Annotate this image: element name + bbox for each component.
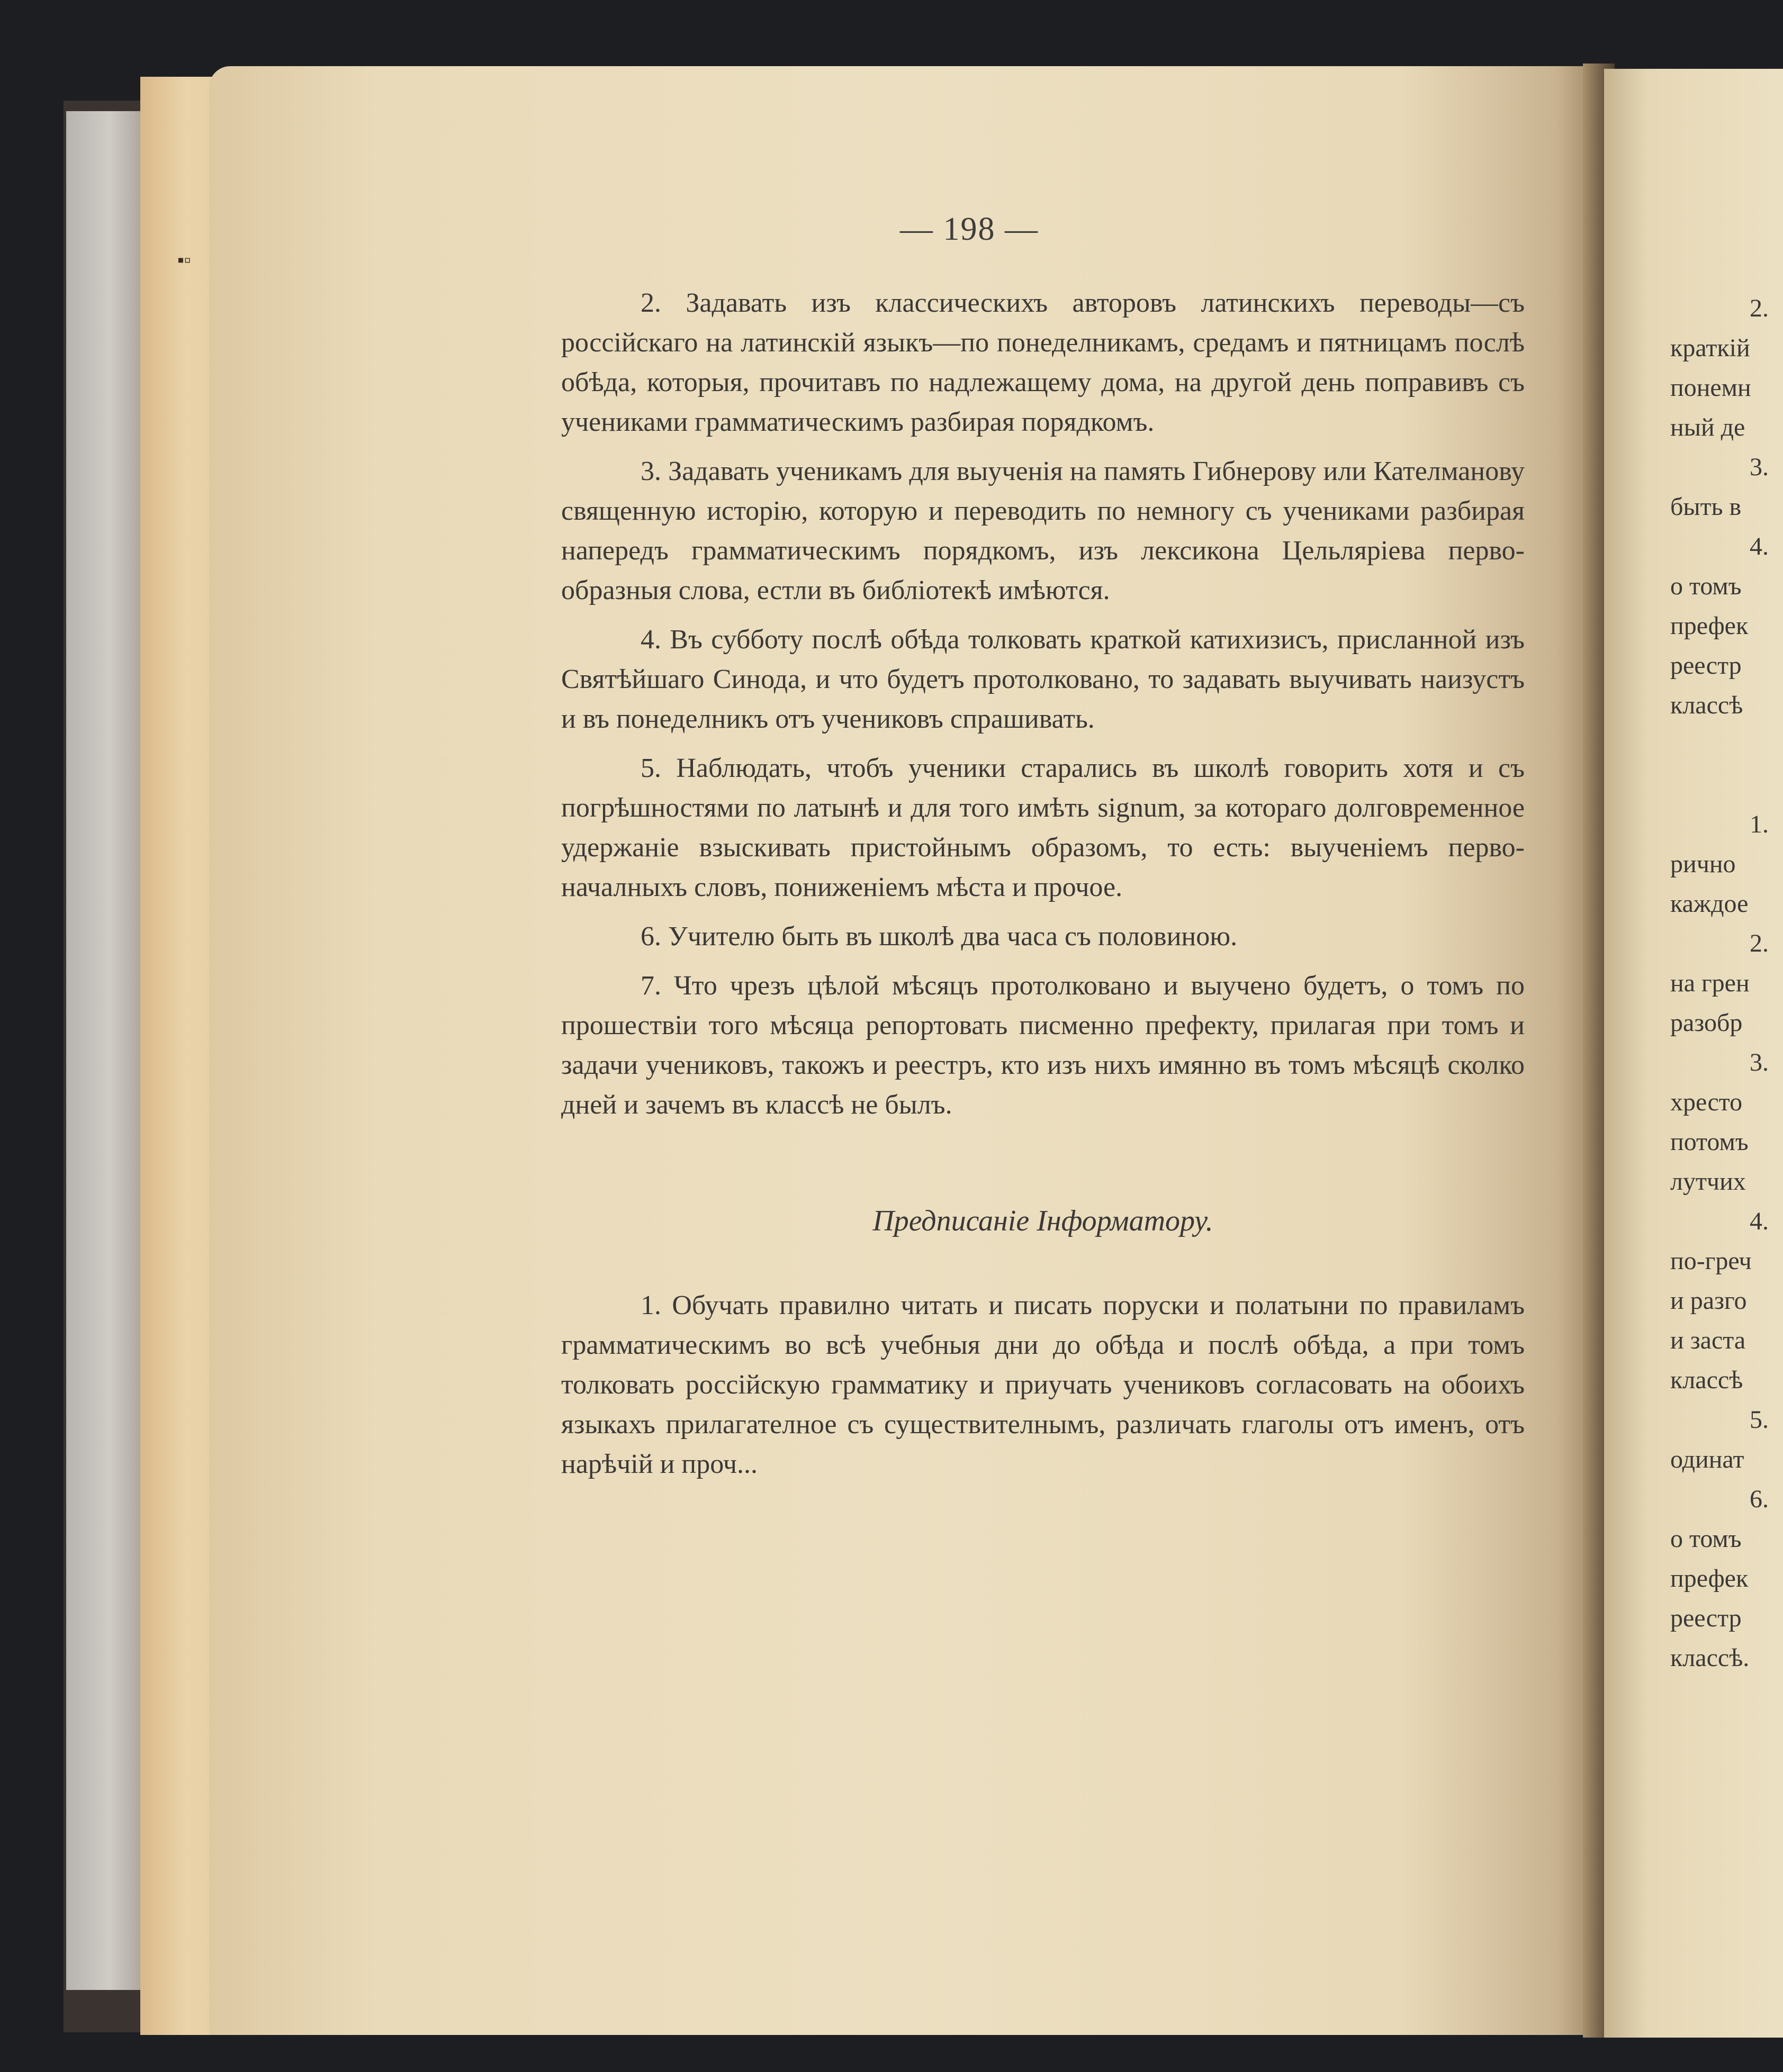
margin-mark: ▪▫ (177, 249, 191, 270)
right-line: о томъ (1670, 572, 1742, 600)
section-paragraph-1: 1. Обучать правилно читать и писать поруски и полатыни по правиламъ грамматическимъ во всѣ учебныя дни до обѣда и послѣ обѣда, а при томъ толковать россійскую грамматику и приучать учениковъ согласовать на обоихъ языкахъ прилагателное съ существителнымъ, различать глаголы отъ именъ, отъ нарѣчій и проч... (561, 1290, 1525, 1479)
right-line: 3. (1750, 453, 1769, 481)
right-line: классѣ (1670, 691, 1743, 719)
right-line-blank (1670, 725, 1783, 765)
right-line: классѣ. (1670, 1644, 1750, 1672)
right-line: понемн (1670, 374, 1751, 402)
right-line: лутчих (1670, 1168, 1746, 1196)
right-line: быть в (1670, 493, 1742, 521)
right-line: реестр (1670, 652, 1742, 680)
paragraph-2: 2. Задавать изъ классическихъ авторовъ латинскихъ переводы—съ россійскаго на латинскій языкъ—по понеделникамъ, средамъ и пятницамъ послѣ обѣда, которыя, прочитавъ по надлежащему дома, на другой день поправивъ съ учениками грамматическимъ разбирая порядкомъ. (561, 288, 1525, 437)
paragraph-7: 7. Что чрезъ цѣлой мѣсяцъ протолковано и выучено будетъ, о томъ по прошествіи того мѣсяца репортовать писменно префекту, прилагая при томъ и задачи учениковъ, такожъ и реестръ, кто изъ нихъ имянно въ томъ мѣсяцѣ сколко дней и зачемъ въ классѣ не былъ. (561, 971, 1525, 1120)
right-line: 6. (1750, 1485, 1769, 1513)
right-line: 2. (1750, 294, 1769, 322)
right-line-blank (1670, 765, 1783, 804)
right-line: префек (1670, 612, 1749, 640)
right-line: реестр (1670, 1604, 1742, 1632)
paragraph-4: 4. Въ субботу послѣ обѣда толковать краткой катихизисъ, присланной изъ Святѣйшаго Синода, и что будетъ протолковано, то задавать выучивать наизустъ и въ понеделникъ отъ учениковъ спрашивать. (561, 625, 1525, 734)
right-line: 2. (1750, 929, 1769, 957)
section-heading: Предписаніе Інформатору. (872, 1205, 1213, 1237)
right-line: одинат (1670, 1445, 1744, 1473)
page-number: — 198 — (900, 211, 1039, 247)
right-line: 3. (1750, 1048, 1769, 1076)
paragraph-5: 5. Наблюдать, чтобъ ученики старались въ школѣ говорить хотя и съ погрѣшностями по латынѣ и для того имѣть signum, за котораго долговременное удержаніе взыскивать пристойнымъ образомъ, то есть: выученіемъ первоначалныхъ словъ, пониженіемъ мѣста и прочое. (561, 753, 1525, 902)
right-line: и заста (1670, 1326, 1746, 1354)
right-line: 1. (1750, 810, 1769, 838)
right-line: разобр (1670, 1009, 1743, 1037)
right-line: префек (1670, 1564, 1749, 1593)
right-line: каждое (1670, 890, 1749, 918)
right-line: классѣ (1670, 1366, 1743, 1394)
paragraph-6: 6. Учителю быть въ школѣ два часа съ половиною. (641, 921, 1238, 952)
paragraph-3: 3. Задавать ученикамъ для выученія на память Гибнерову или Кателманову священную исторію, которую и переводить по немногу съ учениками разбирая напередъ грамматическимъ порядкомъ, изъ лексикона Цельляріева первообразныя слова, естли въ библіотекѣ имѣются. (561, 456, 1525, 605)
right-line: о томъ (1670, 1525, 1742, 1553)
right-line: и разго (1670, 1287, 1747, 1315)
book-cover-edge (66, 111, 146, 1990)
main-text-block (561, 283, 1525, 1494)
right-line: на грен (1670, 969, 1750, 997)
right-line: рично (1670, 850, 1736, 878)
right-line: 5. (1750, 1406, 1769, 1434)
right-page-text (1670, 288, 1783, 1678)
right-line: 4. (1750, 532, 1769, 560)
right-line: хресто (1670, 1088, 1743, 1116)
right-line: 4. (1750, 1207, 1769, 1235)
right-line: потомъ (1670, 1128, 1749, 1156)
right-line: по-греч (1670, 1247, 1752, 1275)
right-line: ный де (1670, 413, 1745, 441)
right-line: краткій (1670, 334, 1750, 362)
